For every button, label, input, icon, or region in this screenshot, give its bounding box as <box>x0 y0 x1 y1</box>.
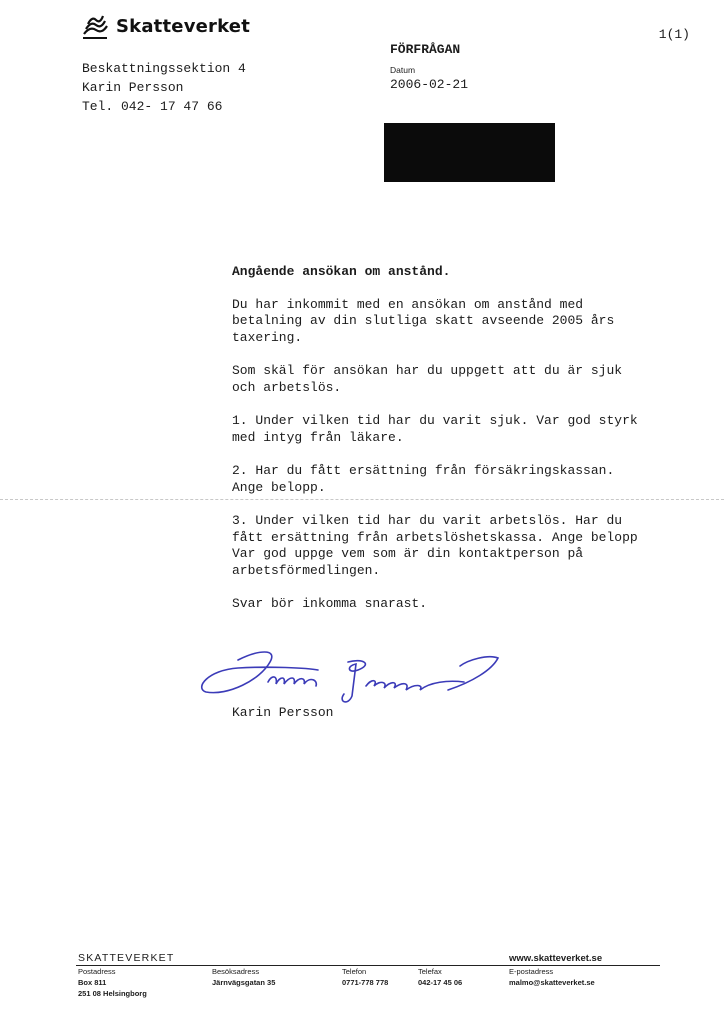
fold-line <box>0 499 724 500</box>
redacted-address-block <box>384 123 555 182</box>
question-1: 1. Under vilken tid har du varit sjuk. Var god styrk med intyg från läkare. <box>232 413 638 445</box>
footer-phone <box>342 966 388 988</box>
footer-email-link[interactable]: malmo@skatteverket.se <box>509 978 595 987</box>
skatteverket-logo-icon <box>80 12 110 40</box>
footer-value: 0771-778 778 <box>342 978 389 987</box>
date-label: Datum <box>390 65 416 75</box>
question-2: 2. Har du fått ersättning från försäkringskassan. Ange belopp. <box>232 463 615 495</box>
sender-department: Beskattningssektion 4 <box>82 61 246 76</box>
handwritten-signature <box>198 640 518 710</box>
document-date: 2006-02-21 <box>390 77 469 92</box>
page-number: 1(1) <box>658 27 690 42</box>
footer-value: 251 08 Helsingborg <box>78 989 147 998</box>
footer-visit-address <box>212 966 275 988</box>
footer-postal-address <box>78 966 147 999</box>
sender-block <box>82 59 246 116</box>
footer-label: Besöksadress <box>212 967 260 976</box>
footer-website-link[interactable]: www.skatteverket.se <box>509 953 603 964</box>
signer-name: Karin Persson <box>232 705 334 720</box>
letterhead-logo <box>80 12 250 40</box>
footer-organization: SKATTEVERKET <box>78 952 175 964</box>
closing-request: Svar bör inkomma snarast. <box>232 596 428 611</box>
footer-email <box>509 966 595 988</box>
footer-label: E-postadress <box>509 967 554 976</box>
sender-name: Karin Persson <box>82 80 184 95</box>
question-3: 3. Under vilken tid har du varit arbetslös. Har du fått ersättning från arbetslöshetskassa. Ange belopp Var god uppge vem som är din kontaktperson på arbetsförmedlingen. <box>232 513 638 578</box>
letter-subject: Angående ansökan om anstånd. <box>232 264 451 279</box>
footer-value: Järnvägsgatan 35 <box>212 978 276 987</box>
sender-phone: Tel. 042- 17 47 66 <box>82 99 223 114</box>
footer-fax <box>418 966 462 988</box>
paragraph-intro: Du har inkommit med en ansökan om anstånd med betalning av din slutliga skatt avseende 2005 års taxering. <box>232 296 615 345</box>
paragraph-reason: Som skäl för ansökan har du uppgett att du är sjuk och arbetslös. <box>232 363 623 395</box>
footer-label: Telefax <box>418 967 442 976</box>
letter-body <box>232 264 692 630</box>
footer-label: Postadress <box>78 967 116 976</box>
logo-text: Skatteverket <box>116 15 251 37</box>
document-type: FÖRFRÅGAN <box>390 42 461 57</box>
footer-label: Telefon <box>342 967 367 976</box>
footer-value: Box 811 <box>78 978 107 987</box>
footer-value: 042-17 45 06 <box>418 978 463 987</box>
